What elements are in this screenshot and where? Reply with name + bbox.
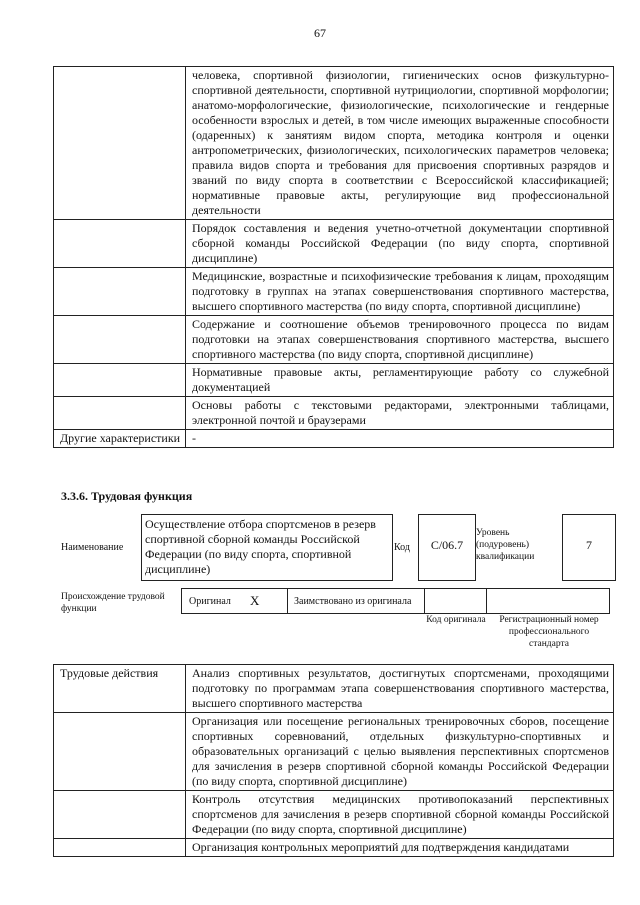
table-row: [54, 397, 614, 430]
table-row: [54, 364, 614, 397]
row-label: [54, 67, 186, 220]
section-title: 3.3.6. Трудовая функция: [61, 489, 193, 503]
row-text: Организация или посещение региональных тренировочных сборов, посещение спортивных соревнований, отдельных физкультурно-спортивных и образовательных организаций с целью выявления перспективных спортсменов для зачисления в резерв спортивной сборной команды Российской Федерации (по виду спорта, спортивной дисциплине): [186, 713, 614, 791]
page-number: 67: [314, 26, 326, 40]
table-row: [54, 316, 614, 364]
row-text: Содержание и соотношение объемов тренировочного процесса по видам подготовки на этапах совершенствования спортивного мастерства, высшего спортивного мастерства (по виду спорта, спортивной дисциплине): [186, 316, 614, 364]
level-value-box: 7: [562, 514, 616, 581]
row-text: Нормативные правовые акты, регламентирующие работу со служебной документацией: [186, 364, 614, 397]
origin-divider: [424, 588, 425, 613]
borrowed-label: Заимствовано из оригинала: [294, 596, 412, 607]
row-label: [54, 220, 186, 268]
table-row: [54, 791, 614, 839]
row-label: [54, 839, 186, 857]
table-row: [54, 430, 614, 448]
name-label: Наименование: [61, 542, 124, 553]
row-text: Анализ спортивных результатов, достигнутых спортсменами, проходящими подготовку по программам этапа совершенствования спортивного мастерства, высшего спортивного мастерства: [186, 665, 614, 713]
row-label: Трудовые действия: [54, 665, 186, 713]
reg-number-label: Регистрационный номер профессионального стандарта: [499, 615, 599, 649]
row-text: Организация контрольных мероприятий для подтверждения кандидатами: [186, 839, 614, 857]
table-row: [54, 713, 614, 791]
labor-actions-table: [53, 664, 614, 857]
table-row: [54, 268, 614, 316]
code-original-label: Код оригинала: [426, 615, 486, 625]
row-text: -: [186, 430, 614, 448]
row-label: Другие характеристики: [54, 430, 186, 448]
table-row: [54, 220, 614, 268]
row-label: [54, 791, 186, 839]
row-label: [54, 316, 186, 364]
code-value-box: С/06.7: [418, 514, 476, 581]
row-text: Основы работы с текстовыми редакторами, электронными таблицами, электронной почтой и браузерами: [186, 397, 614, 430]
row-label: [54, 713, 186, 791]
row-text: человека, спортивной физиологии, гигиенических основ физкультурно-спортивной деятельности, спортивной нутрициологии, спортивной морфологии; анатомо-морфологические, физиологические, психологические и гендерные особенности взрослых и детей, в том числе имеющих выраженные способности (одаренных) к занятиям видом спорта, методика контроля и оценки антропометрических, физиологических, психологических параметров человека; правила видов спорта и требования для присвоения спортивных разрядов и званий по виду спорта в соответствии с Всероссийской классификацией; нормативные правовые акты, регулирующие вид профессиональной деятельности: [186, 67, 614, 220]
origin-divider: [287, 588, 288, 613]
level-label: Уровень (подуровень) квалификации: [476, 528, 535, 562]
origin-label: Происхождение трудовой функции: [61, 592, 165, 614]
knowledge-table: [53, 66, 614, 448]
table-row: [54, 665, 614, 713]
original-label: Оригинал: [189, 596, 231, 607]
table-row: [54, 839, 614, 857]
row-label: [54, 397, 186, 430]
original-mark: X: [250, 593, 260, 608]
name-value-box: Осуществление отбора спортсменов в резерв спортивной сборной команды Российской Федерации (по виду спорта, спортивной дисциплине): [141, 514, 393, 581]
row-text: Порядок составления и ведения учетно-отчетной документации спортивной сборной команды Российской Федерации (по виду спорта, спортивной дисциплине): [186, 220, 614, 268]
row-label: [54, 364, 186, 397]
code-label: Код: [394, 542, 410, 553]
row-text: Контроль отсутствия медицинских противопоказаний перспективных спортсменов для зачисления в резерв спортивной сборной команды Российской Федерации (по виду спорта, спортивной дисциплине): [186, 791, 614, 839]
row-label: [54, 268, 186, 316]
origin-divider: [486, 588, 487, 613]
table-row: [54, 67, 614, 220]
row-text: Медицинские, возрастные и психофизические требования к лицам, проходящим подготовку в группах на этапах совершенствования спортивного мастерства, высшего спортивного мастерства (по виду спорта, спортивной дисциплине): [186, 268, 614, 316]
